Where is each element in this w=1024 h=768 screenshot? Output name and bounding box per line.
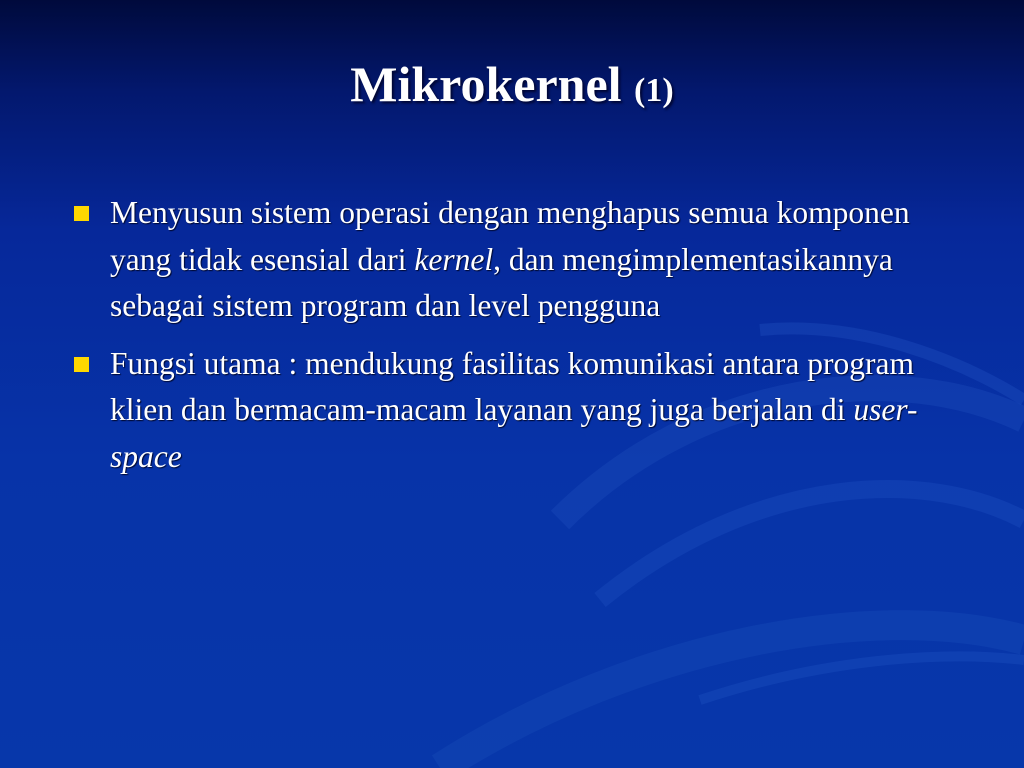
bullet-2-text: Fungsi utama : mendukung fasilitas komunikasi antara program klien dan bermacam-macam layanan yang juga berjalan di	[110, 345, 914, 427]
bullet-list	[72, 190, 952, 491]
title-suffix: (1)	[634, 72, 674, 109]
square-bullet-icon	[74, 206, 89, 221]
bullet-2-emphasis: user-space	[110, 392, 918, 474]
bullet-item-2	[72, 341, 952, 481]
square-bullet-icon	[74, 357, 89, 372]
bullet-1-emphasis: kernel	[414, 241, 494, 277]
bullet-1-text: Menyusun sistem operasi dengan menghapus semua komponen yang tidak esensial dari	[110, 195, 910, 277]
bullet-1-text-after: , dan mengimplementasikannya sebagai sistem program dan level pengguna	[110, 241, 893, 323]
title-main: Mikrokernel	[350, 56, 622, 112]
slide-title	[0, 52, 1024, 123]
bullet-item-1	[72, 190, 952, 330]
